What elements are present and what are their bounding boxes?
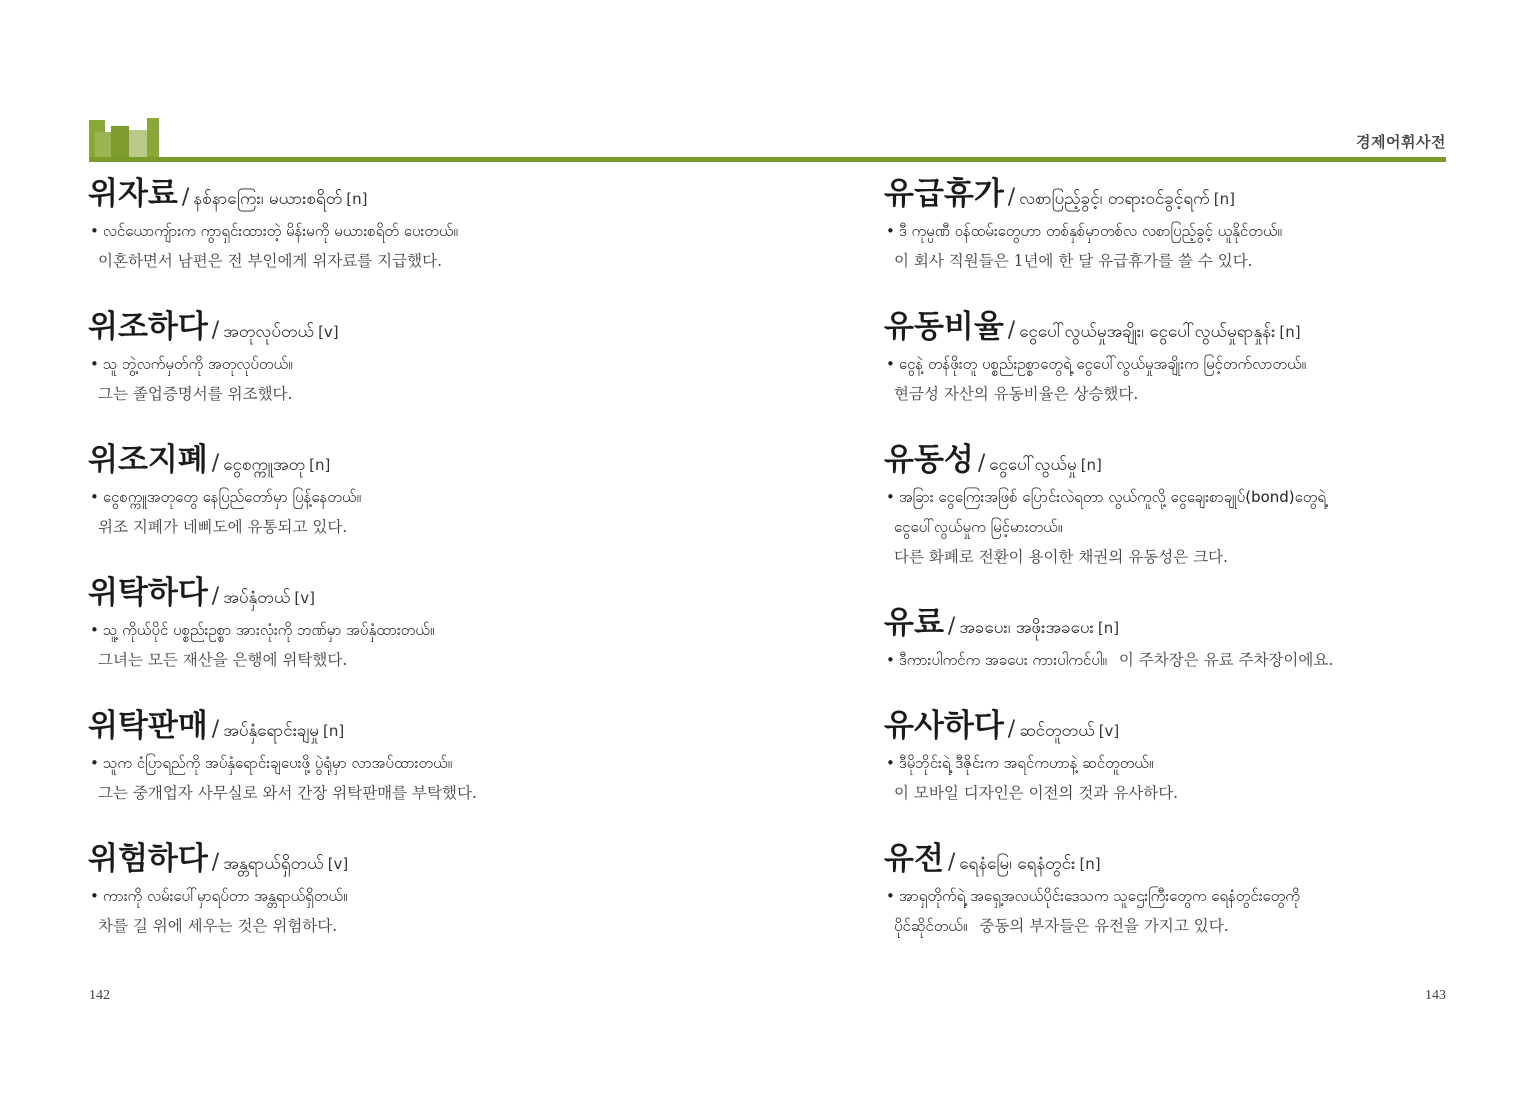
headword: 유료 [884,605,944,641]
example-korean: 다른 화폐로 전환이 용이한 채권의 유동성은 크다. [894,548,1228,566]
example-myanmar: အာရှတိုက်ရဲ့ အရှေ့အလယ်ပိုင်းဒေသက သူဌေးကြီးတွေက ရေနံတွင်းတွေကို [898,887,1300,905]
example-myanmar: ဒီကားပါကင်က အခပေး ကားပါကင်ပါ။ [898,651,1107,669]
headword: 유전 [884,841,944,877]
translation: ရေနံမြေ၊ ရေနံတွင်း [959,854,1076,874]
part-of-speech: [n] [1079,855,1101,873]
example-myanmar: ကားကို လမ်းပေါ်မှာရပ်တာ အန္တရာယ်ရှိတယ်။ [102,887,348,905]
dictionary-entry: 유전 / ရေနံမြေ၊ ရေနံတွင်း [n] • အာရှတိုက်ရဲ့ အရှေ့အလယ်ပိုင်းဒေသက သူဌေးကြီးတွေက ရေနံတွင်းတွေကို ပိုင်ဆိုင်တယ်။ 중동의 부자들은 유전을 가지고 있다. [884,841,1300,935]
part-of-speech: [n] [323,722,345,740]
example-myanmar-continued: ပိုင်ဆိုင်တယ်။ [894,917,968,935]
page-number-right: 143 [1425,988,1446,1003]
translation: ငွေစက္ကူအတု [223,455,306,475]
example-korean: 이 주차장은 유료 주차장이에요. [1118,651,1334,669]
example-myanmar: ငွေနဲ့ တန်ဖိုးတူ ပစ္စည်းဥစ္စာတွေရဲ့ ငွေပေါ်လွယ်မှုအချိုးက မြင့်တက်လာတယ်။ [898,355,1307,373]
headword: 위조지폐 [88,442,208,478]
example-myanmar-continued: ငွေပေါ်လွယ်မှုက မြင့်မားတယ်။ [894,518,1063,536]
example-myanmar: သူက ငံပြာရည်ကို အပ်နှံရောင်းချပေးဖို့ ပွဲရုံမှာ လာအပ်ထားတယ်။ [102,754,453,772]
part-of-speech: [n] [309,456,331,474]
headword: 유사하다 [884,708,1004,744]
example-korean: 중동의 부자들은 유전을 가지고 있다. [979,917,1229,935]
dictionary-entry: 유동성 / ငွေပေါ်လွယ်မှု [n] • အခြား ငွေကြေးအဖြစ် ပြောင်းလဲရတာ လွယ်ကူလို့ ငွေချေးစာချုပ်(bond)တွေရဲ့ ငွေပေါ်လွယ်မှုက မြင့်မားတယ်။ 다른 화폐로 전환이 용이한 채권의 유동성은 크다. [884,438,1464,601]
part-of-speech: [n] [1097,619,1120,637]
part-of-speech: [n] [346,190,368,208]
headword: 위자료 [88,176,178,212]
headword: 위탁판매 [88,708,208,744]
translation: အန္တရာယ်ရှိတယ် [223,854,324,874]
translation: လစာပြည့်ခွင့်၊ တရားဝင်ခွင့်ရက် [1019,189,1210,209]
example-korean: 현금성 자산의 유동비율은 상승했다. [894,385,1139,403]
headword: 유동성 [884,442,974,478]
translation: ငွေပေါ်လွယ်မှုအချိုး၊ ငွေပေါ်လွယ်မှုရာနှုန်း [1019,322,1276,342]
header-decoration [89,118,159,160]
example-myanmar: ဒီမိုဘိုင်းရဲ့ ဒီဇိုင်းက အရင်ကဟာနဲ့ ဆင်တူတယ်။ [898,754,1154,772]
dictionary-entry: 위탁판매 / အပ်နှံရောင်းချမှု [n] • သူက ငံပြာရည်ကို အပ်နှံရောင်းချပေးဖို့ ပွဲရုံမှာ လာအပ်ထားတယ်။ 그는 중개업자 사무실로 와서 간장 위탁판매를 부탁했다. [88,704,728,837]
example-korean: 그는 졸업증명서를 위조했다. [98,385,293,403]
dictionary-entry: 위탁하다 / အပ်နှံတယ် [v] • သူ့ ကိုယ်ပိုင် ပစ္စည်းဥစ္စာ အားလုံးကို ဘဏ်မှာ အပ်နှံထားတယ်။ 그녀는 모든 재산을 은행에 위탁했다. [88,571,728,704]
headword: 유동비율 [884,309,1004,345]
example-myanmar: သူ့ ကိုယ်ပိုင် ပစ္စည်းဥစ္စာ အားလုံးကို ဘဏ်မှာ အပ်နှံထားတယ်။ [102,621,435,639]
example-korean: 이혼하면서 남편은 전 부인에게 위자료를 지급했다. [98,252,442,270]
part-of-speech: [v] [1098,722,1120,740]
example-korean: 차를 길 위에 세우는 것은 위험하다. [98,917,338,935]
headword: 위험하다 [88,841,208,877]
translation: အခပေး၊ အဖိုးအခပေး [959,618,1094,638]
example-myanmar: သူ ဘွဲ့လက်မှတ်ကို အတုလုပ်တယ်။ [102,355,293,373]
headword: 유급휴가 [884,176,1004,212]
headword: 위탁하다 [88,575,208,611]
example-korean: 위조 지폐가 네삐도에 유통되고 있다. [98,518,348,536]
translation: ဆင်တူတယ် [1019,721,1095,741]
translation: နစ်နာကြေး၊ မယားစရိတ် [193,189,343,209]
header-rule [89,157,1446,162]
example-myanmar: လင်ယောကျ်ားက ကွာရှင်းထားတဲ့ မိန်းမကို မယားစရိတ် ပေးတယ်။ [102,222,458,240]
example-myanmar: အခြား ငွေကြေးအဖြစ် ပြောင်းလဲရတာ လွယ်ကူလို့ ငွေချေးစာချုပ်(bond)တွေရဲ့ [898,488,1327,506]
dictionary-entry: 유사하다 / ဆင်တူတယ် [v] • ဒီမိုဘိုင်းရဲ့ ဒီဇိုင်းက အရင်ကဟာနဲ့ ဆင်တူတယ်။ 이 모바일 디자인은 이전의 것과 유사하다. [884,704,1464,837]
example-korean: 이 회사 직원들은 1년에 한 달 유급휴가를 쓸 수 있다. [894,252,1253,270]
translation: အတုလုပ်တယ် [223,322,315,342]
part-of-speech: [n] [1080,456,1102,474]
page-number-left: 142 [89,988,110,1003]
headword: 위조하다 [88,309,208,345]
book-title: 경제어휘사전 [1356,133,1446,151]
part-of-speech: [v] [318,323,339,341]
dictionary-entry: 유동비율 / ငွေပေါ်လွယ်မှုအချိုး၊ ငွေပေါ်လွယ်မှုရာနှုန်း [n] • ငွေနဲ့ တန်ဖိုးတူ ပစ္စည်းဥစ္စာတွေရဲ့ ငွေပေါ်လွယ်မှုအချိုးက မြင့်တက်လာတယ်။ 현금성 자산의 유동비율은 상승했다. [884,305,1464,438]
dictionary-entry: 위조하다 / အတုလုပ်တယ် [v] • သူ ဘွဲ့လက်မှတ်ကို အတုလုပ်တယ်။ 그는 졸업증명서를 위조했다. [88,305,728,438]
example-myanmar: ငွေစက္ကူအတုတွေ နေပြည်တော်မှာ ပြန့်နေတယ်။ [102,488,362,506]
example-korean: 그녀는 모든 재산을 은행에 위탁했다. [98,651,348,669]
part-of-speech: [n] [1279,323,1301,341]
part-of-speech: [n] [1213,190,1235,208]
part-of-speech: [v] [294,589,315,607]
example-myanmar: ဒီ ကုမ္ပဏီ ဝန်ထမ်းတွေဟာ တစ်နှစ်မှာတစ်လ လစာပြည့်ခွင့် ယူနိုင်တယ်။ [898,222,1282,240]
left-column [88,172,728,970]
example-korean: 그는 중개업자 사무실로 와서 간장 위탁판매를 부탁했다. [98,784,477,802]
translation: အပ်နှံရောင်းချမှု [223,721,319,741]
dictionary-entry: 유급휴가 / လစာပြည့်ခွင့်၊ တရားဝင်ခွင့်ရက် [n] • ဒီ ကုမ္ပဏီ ဝန်ထမ်းတွေဟာ တစ်နှစ်မှာတစ်လ လစာပြည့်ခွင့် ယူနိုင်တယ်။ 이 회사 직원들은 1년에 한 달 유급휴가를 쓸 수 있다. [884,172,1464,305]
translation: ငွေပေါ်လွယ်မှု [989,455,1077,475]
dictionary-entry: 위조지폐 / ငွေစက္ကူအတု [n] • ငွေစက္ကူအတုတွေ နေပြည်တော်မှာ ပြန့်နေတယ်။ 위조 지폐가 네삐도에 유통되고 있다. [88,438,728,571]
dictionary-entry: 위험하다 / အန္တရာယ်ရှိတယ် [v] • ကားကို လမ်းပေါ်မှာရပ်တာ အန္တရာယ်ရှိတယ်။ 차를 길 위에 세우는 것은 위험하다. [88,837,728,970]
dictionary-entry: 유료 / အခပေး၊ အဖိုးအခပေး [n] • ဒီကားပါကင်က အခပေး ကားပါကင်ပါ။ 이 주차장은 유료 주차장이에요. [884,605,1334,669]
part-of-speech: [v] [327,855,349,873]
translation: အပ်နှံတယ် [223,588,291,608]
example-korean: 이 모바일 디자인은 이전의 것과 유사하다. [894,784,1179,802]
right-column [884,172,1464,947]
dictionary-entry: 위자료 / နစ်နာကြေး၊ မယားစရိတ် [n] • လင်ယောကျ်ားက ကွာရှင်းထားတဲ့ မိန်းမကို မယားစရိတ် ပေးတယ်။ 이혼하면서 남편은 전 부인에게 위자료를 지급했다. [88,172,728,305]
